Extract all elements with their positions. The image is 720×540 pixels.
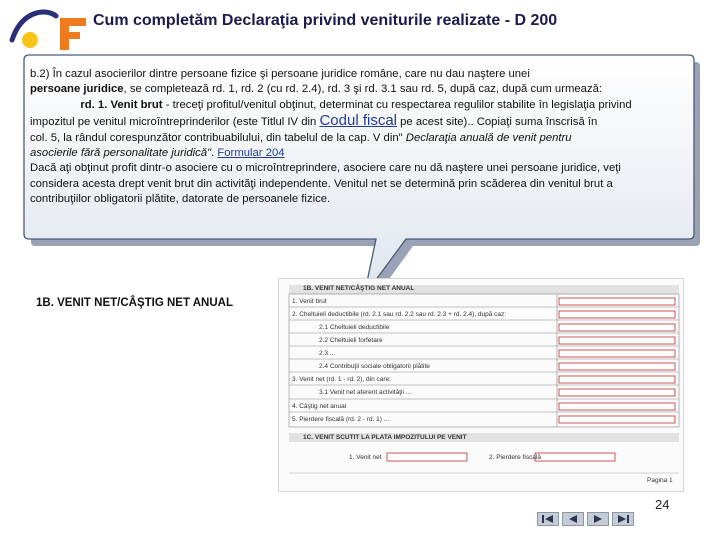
- callout-line-1: b.2) În cazul asocierilor dintre persoane fizice şi persoane juridice române, care nu dau naştere unei: [30, 68, 530, 80]
- callout-line-3: rd. 1. Venit brut - treceţi profitul/venitul obţinut, determinat cu respectarea regulilor stabilite în legislaţia privind: [80, 98, 632, 111]
- previous-icon: [566, 514, 580, 524]
- form-image: [278, 278, 684, 492]
- last-slide-button[interactable]: [612, 512, 634, 526]
- form-row: 1. Venit brut: [292, 298, 327, 305]
- form-row: 2. Cheltuieli deductibile (rd. 2.1 sau rd. 2.2 sau rd. 2.3 + rd. 2.4), după caz:: [292, 311, 507, 318]
- next-icon: [591, 514, 605, 524]
- callout-line-8: considera acesta drept venit brut din activităţi independente. Venitul net se determină prin scăderea din venitul brut a: [30, 177, 613, 190]
- callout-line-2: persoane juridice, se completează rd. 1, rd. 2 (cu rd. 2.4), rd. 3 şi rd. 3.1 sau rd. 5, după caz, după cum urmează:: [30, 83, 603, 96]
- page-number: 24: [655, 497, 670, 512]
- form-row: 2.2 Cheltuieli forfetare: [319, 337, 383, 344]
- form-pierdere-label: 2. Pierdere fiscală: [489, 454, 542, 461]
- first-icon: [541, 514, 555, 524]
- previous-slide-button[interactable]: [562, 512, 584, 526]
- form-row: 2.4 Contribuţii sociale obligatorii plătite: [319, 363, 430, 370]
- form-row: 4. Câştig net anual: [292, 403, 347, 410]
- callout-line-5: col. 5, la rândul corespunzător contribuabilului, din tabelul de la cap. V din" Declaraţia anuală de venit pentru: [30, 131, 572, 144]
- codul-fiscal-link[interactable]: Codul fiscal: [319, 112, 397, 130]
- form-section-c: 1C. VENIT SCUTIT LA PLATA IMPOZITULUI PE VENIT: [303, 434, 467, 441]
- last-icon: [616, 514, 630, 524]
- slide-navigation: [537, 512, 634, 526]
- callout-line-7: Dacă aţi obţinut profit dintr-o asociere cu o microîntreprindere, asociere care nu dă naştere unei persoane juridice, veţi: [30, 162, 621, 175]
- form-row: 2.1 Cheltuieli deductibile: [319, 324, 390, 331]
- next-slide-button[interactable]: [587, 512, 609, 526]
- form-row: 3. Venit net (rd. 1 - rd. 2), din care:: [292, 376, 391, 383]
- callout-text: [30, 67, 682, 208]
- form-row: 2.3 ...: [319, 350, 336, 357]
- callout-line-4: impozitul pe venitul microîntreprinderilor (este Titlul IV din Codul fiscal pe acest site).. Copiaţi suma înscrisă în: [30, 112, 598, 130]
- callout-bold-venit-brut: rd. 1. Venit brut: [80, 98, 163, 111]
- callout-line-9: contribuţiilor obligatorii plătite, datorate de persoanele fizice.: [30, 193, 331, 206]
- form-header: 1B. VENIT NET/CÂŞTIG NET ANUAL: [303, 285, 415, 292]
- page-title: Cum completăm Declaraţia privind veniturile realizate - D 200: [93, 12, 558, 29]
- formular-204-link[interactable]: Formular 204: [217, 147, 285, 160]
- section-label: 1B. VENIT NET/CÂŞTIG NET ANUAL: [36, 297, 233, 309]
- callout-bold-legal-entity: persoane juridice: [30, 83, 124, 96]
- form-row: 5. Pierdere fiscală (rd. 2 - rd. 1) ...: [292, 416, 390, 423]
- form-row: 3.1 Venit net aferent activităţii ...: [319, 389, 412, 396]
- first-slide-button[interactable]: [537, 512, 559, 526]
- form-venit-net-label: 1. Venit net: [349, 454, 382, 461]
- form-page-tag: Pagina 1: [647, 477, 673, 484]
- callout-line-6: asocierile fără personalitate juridică". Formular 204: [30, 147, 285, 160]
